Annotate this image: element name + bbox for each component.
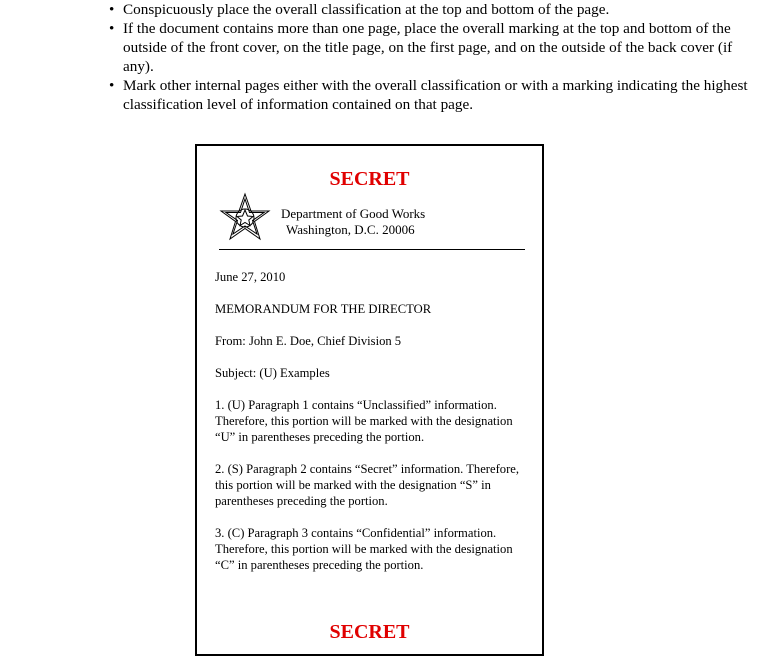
instruction-text: Conspicuously place the overall classification at the top and bottom of the page. bbox=[123, 1, 610, 18]
memo-paragraph: 3. (C) Paragraph 3 contains “Confidential” information. Therefore, this portion will be marked with the designation “C” in parentheses preceding the portion. bbox=[215, 526, 513, 572]
instruction-text: If the document contains more than one page, place the overall marking at the top and bottom of the outside of the front cover, on the title page, on the first page, and on the outside of the back cover (if any). bbox=[123, 20, 733, 75]
memo-subject: Subject: (U) Examples bbox=[215, 366, 330, 380]
memo-paragraph: 2. (S) Paragraph 2 contains “Secret” information. Therefore, this portion will be marked with the designation “S” in parentheses preceding the portion. bbox=[215, 462, 520, 508]
bullet-glyph: • bbox=[109, 1, 115, 18]
instruction-item bbox=[107, 19, 757, 76]
letterhead bbox=[281, 206, 425, 238]
memo-example bbox=[195, 144, 544, 656]
department-address: Washington, D.C. 20006 bbox=[286, 222, 415, 237]
classification-banner-top: SECRET bbox=[329, 168, 410, 190]
instruction-list bbox=[107, 0, 757, 114]
memo-recipient: MEMORANDUM FOR THE DIRECTOR bbox=[215, 302, 432, 316]
memo-paragraph: 1. (U) Paragraph 1 contains “Unclassified” information. Therefore, this portion will be marked with the designation “U” in parentheses preceding the portion. bbox=[215, 398, 513, 444]
letterhead-divider bbox=[219, 249, 525, 250]
bullet-glyph: • bbox=[109, 77, 115, 94]
classification-banner-bottom: SECRET bbox=[329, 621, 410, 643]
memo-date: June 27, 2010 bbox=[215, 270, 286, 284]
instruction-item bbox=[107, 0, 757, 19]
instruction-item bbox=[107, 76, 757, 114]
star-seal-icon bbox=[219, 192, 271, 242]
memo-from: From: John E. Doe, Chief Division 5 bbox=[215, 334, 402, 348]
instruction-text: Mark other internal pages either with the overall classification or with a marking indicating the highest classification level of information contained on that page. bbox=[123, 77, 748, 113]
department-name: Department of Good Works bbox=[281, 206, 426, 221]
bullet-glyph: • bbox=[109, 20, 115, 37]
